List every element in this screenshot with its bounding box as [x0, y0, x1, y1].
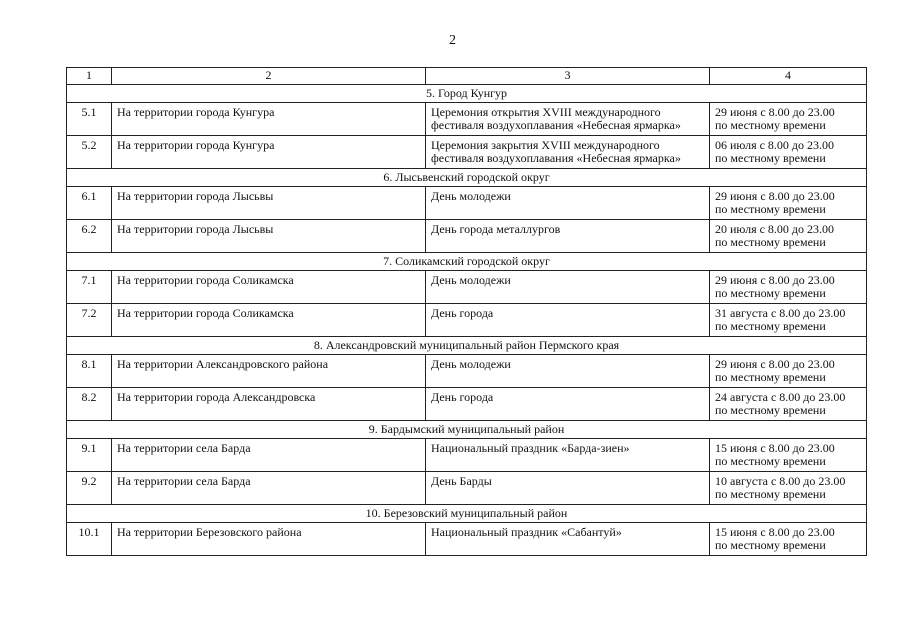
event-cell	[426, 136, 710, 169]
section-header-row	[67, 505, 867, 523]
event-cell	[426, 187, 710, 220]
column-header-3: 3	[426, 68, 710, 85]
time-line: по местному времени	[715, 370, 826, 384]
time-line: 20 июля с 8.00 до 23.00	[715, 222, 835, 236]
section-header-row	[67, 169, 867, 187]
territory-cell: На территории города Лысьвы	[112, 220, 426, 253]
table-row	[67, 271, 867, 304]
row-number: 5.2	[67, 136, 112, 169]
event-line: День Барды	[431, 474, 492, 488]
event-line: День молодежи	[431, 273, 511, 287]
time-line: 10 августа с 8.00 до 23.00	[715, 474, 846, 488]
territory-cell: На территории города Соликамска	[112, 304, 426, 337]
time-line: по местному времени	[715, 319, 826, 333]
event-line: День молодежи	[431, 357, 511, 371]
time-line: 15 июня с 8.00 до 23.00	[715, 525, 835, 539]
event-cell	[426, 439, 710, 472]
section-title: 5. Город Кунгур	[67, 85, 867, 103]
section-header-row	[67, 253, 867, 271]
time-line: по местному времени	[715, 202, 826, 216]
events-table	[66, 67, 867, 556]
row-number: 6.2	[67, 220, 112, 253]
row-number: 7.1	[67, 271, 112, 304]
event-cell	[426, 523, 710, 556]
time-line: по местному времени	[715, 118, 826, 132]
time-line: по местному времени	[715, 235, 826, 249]
event-cell	[426, 103, 710, 136]
table-row	[67, 136, 867, 169]
event-line: День молодежи	[431, 189, 511, 203]
event-line: фестиваля воздухоплавания «Небесная ярмарка»	[431, 118, 681, 132]
time-line: 31 августа с 8.00 до 23.00	[715, 306, 846, 320]
time-cell	[710, 472, 867, 505]
territory-cell: На территории города Кунгура	[112, 103, 426, 136]
time-line: 24 августа с 8.00 до 23.00	[715, 390, 846, 404]
time-line: 06 июля с 8.00 до 23.00	[715, 138, 835, 152]
time-line: 29 июня с 8.00 до 23.00	[715, 273, 835, 287]
time-cell	[710, 355, 867, 388]
section-header-row	[67, 85, 867, 103]
event-line: Церемония открытия XVIII международного	[431, 105, 661, 119]
table-row	[67, 472, 867, 505]
row-number: 6.1	[67, 187, 112, 220]
event-line: День города	[431, 390, 494, 404]
time-line: 29 июня с 8.00 до 23.00	[715, 189, 835, 203]
event-line: Церемония закрытия XVIII международного	[431, 138, 660, 152]
event-cell	[426, 271, 710, 304]
table-row	[67, 355, 867, 388]
page-number: 2	[449, 33, 456, 48]
row-number: 10.1	[67, 523, 112, 556]
section-header-row	[67, 421, 867, 439]
row-number: 9.1	[67, 439, 112, 472]
territory-cell: На территории села Барда	[112, 472, 426, 505]
time-line: 29 июня с 8.00 до 23.00	[715, 105, 835, 119]
time-cell	[710, 103, 867, 136]
territory-cell: На территории села Барда	[112, 439, 426, 472]
column-header-2: 2	[112, 68, 426, 85]
territory-cell: На территории Александровского района	[112, 355, 426, 388]
time-line: 29 июня с 8.00 до 23.00	[715, 357, 835, 371]
row-number: 8.1	[67, 355, 112, 388]
row-number: 7.2	[67, 304, 112, 337]
row-number: 8.2	[67, 388, 112, 421]
time-cell	[710, 388, 867, 421]
section-title: 6. Лысьвенский городской округ	[67, 169, 867, 187]
section-title: 10. Березовский муниципальный район	[67, 505, 867, 523]
table-row	[67, 220, 867, 253]
time-line: по местному времени	[715, 151, 826, 165]
time-line: по местному времени	[715, 286, 826, 300]
time-line: по местному времени	[715, 403, 826, 417]
event-cell	[426, 355, 710, 388]
row-number: 9.2	[67, 472, 112, 505]
territory-cell: На территории Березовского района	[112, 523, 426, 556]
section-title: 7. Соликамский городской округ	[67, 253, 867, 271]
time-cell	[710, 271, 867, 304]
time-cell	[710, 523, 867, 556]
time-line: по местному времени	[715, 538, 826, 552]
column-header-1: 1	[67, 68, 112, 85]
time-line: по местному времени	[715, 487, 826, 501]
time-line: 15 июня с 8.00 до 23.00	[715, 441, 835, 455]
event-cell	[426, 220, 710, 253]
table-row	[67, 439, 867, 472]
time-cell	[710, 304, 867, 337]
event-line: Национальный праздник «Сабантуй»	[431, 525, 622, 539]
event-line: День города металлургов	[431, 222, 561, 236]
event-cell	[426, 388, 710, 421]
table-row	[67, 187, 867, 220]
time-cell	[710, 187, 867, 220]
territory-cell: На территории города Кунгура	[112, 136, 426, 169]
territory-cell: На территории города Лысьвы	[112, 187, 426, 220]
time-line: по местному времени	[715, 454, 826, 468]
section-header-row	[67, 337, 867, 355]
row-number: 5.1	[67, 103, 112, 136]
time-cell	[710, 439, 867, 472]
table-header-row	[67, 68, 867, 85]
table-row	[67, 304, 867, 337]
section-title: 9. Бардымский муниципальный район	[67, 421, 867, 439]
time-cell	[710, 220, 867, 253]
event-line: фестиваля воздухоплавания «Небесная ярмарка»	[431, 151, 681, 165]
table-row	[67, 103, 867, 136]
time-cell	[710, 136, 867, 169]
territory-cell: На территории города Александровска	[112, 388, 426, 421]
table-row	[67, 388, 867, 421]
section-title: 8. Александровский муниципальный район Пермского края	[67, 337, 867, 355]
event-cell	[426, 304, 710, 337]
column-header-4: 4	[710, 68, 867, 85]
territory-cell: На территории города Соликамска	[112, 271, 426, 304]
event-cell	[426, 472, 710, 505]
event-line: Национальный праздник «Барда-зиен»	[431, 441, 630, 455]
table-row	[67, 523, 867, 556]
event-line: День города	[431, 306, 494, 320]
